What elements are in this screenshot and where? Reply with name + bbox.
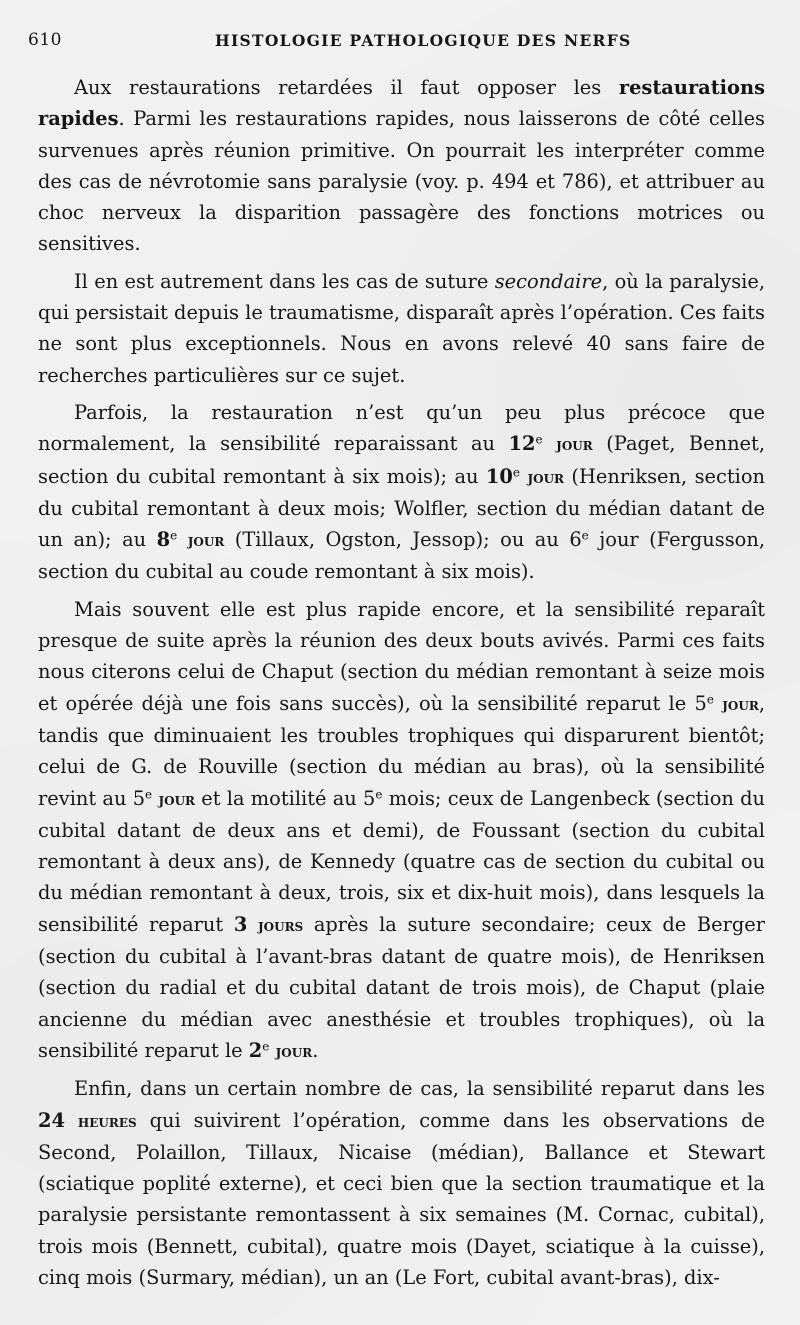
text-sc: jour: [520, 466, 565, 488]
text-run: Enfin, dans un certain nombre de cas, la sensibilité reparut dans les: [74, 1077, 765, 1101]
text-bold: 24: [38, 1108, 65, 1132]
paragraph: [38, 1073, 765, 1293]
text-bold: 12: [508, 432, 536, 456]
text-bold: 10: [485, 464, 513, 488]
text-run: après la suture secondaire; ceux de Berger (section du cubital à l’avant-bras datant de quatre mois), de Henriksen (section du radial et du cubital datant de trois mois), de Chaput (plaie ancienne du médian avec anesthésie et troubles trophiques), où la sensibilité reparut le: [38, 912, 766, 1062]
page-number: 610: [28, 30, 62, 50]
text-sc: jour: [269, 1040, 313, 1062]
running-head: [0, 30, 800, 60]
text-run: mois; ceux de Langenbeck (section du cubital datant de deux ans et demi), de Foussant (section du cubital remontant à deux ans), de Kennedy (quatre cas de section du cubital ou du médian remontant à deux, trois, six et dix-huit mois), dans lesquels la sensibilité reparut: [38, 786, 765, 936]
text-run: , tandis que diminuaient les troubles trophiques qui disparurent bientôt; celui de G. de Rouville (section du médian au bras), où la sensibilité revint au 5: [38, 691, 765, 810]
body-text: [38, 72, 765, 1299]
paragraph: [38, 397, 765, 588]
text-run: , où la paralysie, qui persistait depuis le traumatisme, disparaît après l’opération. Ces faits ne sont plus exceptionnels. Nous en avons relevé 40 sans faire de recherches particulières sur ce sujet.: [38, 269, 765, 387]
text-sup: e: [535, 432, 543, 447]
text-run: Mais souvent elle est plus rapide encore, et la sensibilité reparaît presque de suite après la réunion des deux bouts avivés. Parmi ces faits nous citerons celui de Chaput (section du médian remontant à seize mois et opérée déjà une fois sans succès), où la sensibilité reparut le 5: [38, 597, 765, 715]
text-sc: heures: [64, 1110, 137, 1132]
text-sc: jours: [247, 914, 304, 936]
text-sup: e: [706, 692, 714, 707]
paragraph: [38, 594, 765, 1067]
text-bold: 3: [233, 912, 248, 936]
text-sc: jour: [177, 530, 225, 552]
text-run: (Paget, Bennet, section du cubital remontant à six mois); au: [38, 432, 765, 488]
text-italic: secondaire: [494, 269, 603, 293]
text-sup: e: [512, 464, 521, 479]
text-run: Parfois, la restauration n’est qu’un peu plus précoce que normalement, la sensibilité reparaissant au: [38, 400, 765, 456]
running-title: HISTOLOGIE PATHOLOGIQUE DES NERFS: [215, 31, 632, 50]
text-bold: 8: [156, 528, 171, 552]
text-run: (Henriksen, section du cubital remontant à deux mois; Wolfler, section du médian datant de un an); au: [38, 464, 766, 552]
text-run: jour (Fergusson, section du cubital au coude remontant à six mois).: [38, 528, 765, 584]
text-run: . Parmi les restaurations rapides, nous laisserons de côté celles survenues après réunion primitive. On pourrait les interpréter comme des cas de névrotomie sans paralysie (voy. p. 494 et 786), et attribuer au choc nerveux la disparition passagère des fonctions motrices ou sensitives.: [38, 107, 765, 256]
paragraph: [38, 72, 765, 260]
text-sup: e: [170, 528, 178, 543]
text-sc: jour: [542, 434, 593, 456]
text-sup: e: [581, 528, 589, 543]
text-run: .: [312, 1038, 319, 1062]
text-sc: jour: [152, 788, 196, 810]
text-run: et la motilité au 5: [195, 786, 376, 810]
text-run: Aux restaurations retardées il faut opposer les: [74, 76, 619, 99]
text-sup: e: [145, 786, 153, 801]
text-bold: 2: [248, 1038, 263, 1062]
paragraph: [38, 266, 765, 391]
text-run: qui suivirent l’opération, comme dans les observations de Second, Polaillon, Tillaux, Nicaise (médian), Ballance et Stewart (sciatique poplité externe), et ceci bien que la section traumatique et la paralysie persistante remontassent à six semaines (M. Cornac, cubital), trois mois (Bennett, cubital), quatre mois (Dayet, sciatique à la cuisse), cinq mois (Surmary, médian), un an (Le Fort, cubital avant-bras), dix-: [38, 1108, 765, 1289]
text-sc: jour: [713, 693, 759, 715]
text-run: (Tillaux, Ogston, Jessop); ou au 6: [224, 528, 582, 552]
text-sup: e: [375, 786, 383, 801]
text-bold: restaurations rapides: [38, 76, 765, 131]
text-sup: e: [262, 1039, 270, 1054]
text-run: Il en est autrement dans les cas de suture: [74, 269, 495, 293]
